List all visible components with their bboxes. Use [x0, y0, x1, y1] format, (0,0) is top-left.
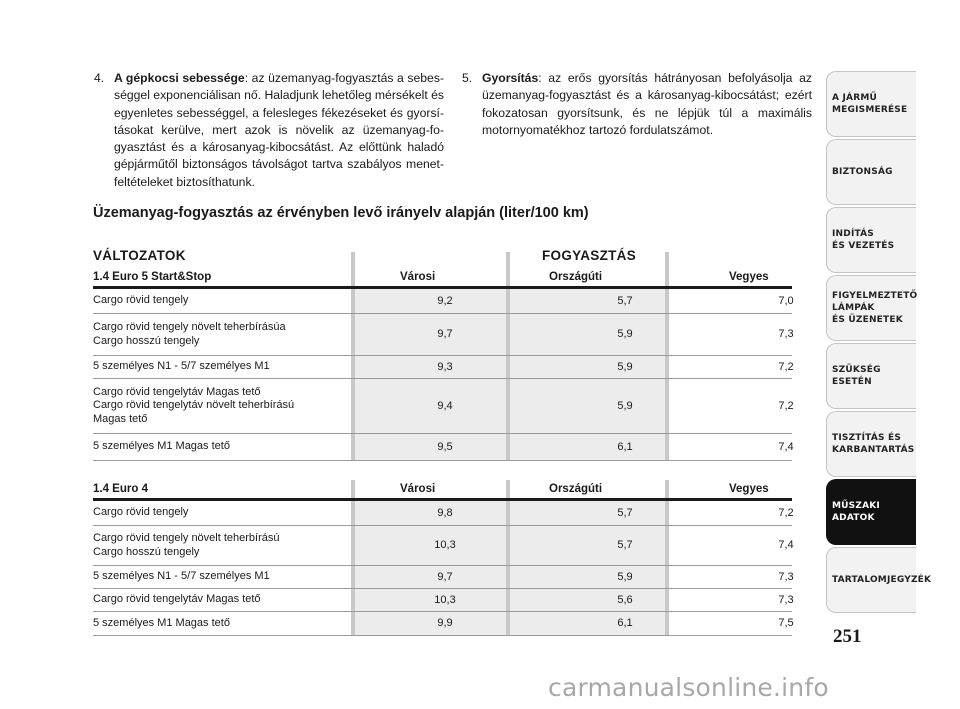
chapter-tab-label: TISZTÍTÁS ÉS: [832, 433, 902, 443]
variant-name: [93, 440, 230, 454]
paragraph-speed: [94, 70, 444, 191]
variant-name-line: Cargo rövid tengely növelt teherbírásúa: [93, 321, 286, 333]
consumption-value: 5,9: [617, 328, 633, 340]
table-row: [93, 379, 792, 434]
variant-name: [93, 321, 286, 348]
consumption-header: FOGYASZTÁS: [542, 248, 637, 263]
chapter-tab-label: ÉS VEZETÉS: [832, 241, 895, 251]
table-row: [93, 314, 792, 356]
chapter-tab-label: TARTALOMJEGYZÉK: [832, 575, 932, 585]
variant-name: [93, 360, 270, 374]
consumption-value: 6,1: [617, 440, 633, 453]
consumption-value: 6,1: [617, 617, 633, 629]
table-row: [93, 526, 792, 566]
consumption-value: 5,9: [617, 360, 633, 373]
chapter-tab[interactable]: [826, 343, 916, 409]
consumption-value: 5,6: [617, 593, 633, 606]
column-header: Vegyes: [729, 483, 769, 495]
paragraph-title: A gépkocsi sebessége: [114, 71, 245, 85]
consumption-value: 5,7: [617, 294, 633, 307]
chapter-tab-label: A JÁRMŰ: [832, 93, 878, 103]
column-header: Országúti: [549, 483, 603, 495]
variant-name-line: 5 személyes N1 - 5/7 személyes M1: [93, 570, 270, 583]
variant-name-line: Cargo hosszú tengely: [93, 545, 200, 558]
column-header: Városi: [400, 271, 436, 283]
consumption-value: 7,3: [778, 593, 794, 606]
variant-name-line: Cargo rövid tengely: [93, 506, 189, 519]
variants-header: VÁLTOZATOK: [93, 248, 186, 263]
paragraph-acceleration: [462, 70, 812, 139]
chapter-tab-label: MEGISMERÉSE: [832, 105, 908, 115]
consumption-value: 5,9: [617, 570, 633, 583]
variant-name-line: Cargo hosszú tengely: [93, 334, 200, 347]
chapter-tab-label: FIGYELMEZTETŐ: [832, 291, 918, 301]
variant-name-line: Cargo rövid tengely növelt teherbírású: [93, 532, 280, 544]
variant-name-line: Cargo rövid tengely: [93, 294, 189, 307]
consumption-value: 9,2: [437, 294, 453, 307]
chapter-tab[interactable]: [826, 411, 916, 477]
section-title: Üzemanyag-fogyasztás az érvényben levő irányelv alapján (liter/100 km): [93, 205, 589, 221]
variant-name: [93, 593, 261, 607]
chapter-tab-label: ADATOK: [832, 513, 875, 523]
consumption-value: 9,7: [437, 570, 453, 583]
variant-name: [93, 570, 270, 584]
table-row: [93, 501, 792, 526]
consumption-value: 10,3: [434, 593, 456, 606]
consumption-value: 9,8: [437, 506, 453, 519]
consumption-value: 7,5: [778, 617, 794, 629]
paragraph-text: : az erős gyorsítás hátrányosan befolyásolja az üzemanyag-fogyasztást és a károsanyag-kibocsátást; ezért fokozatosan gyorsítsunk, és ne lépjük túl a maximális motornyomatékhoz tartozó fordulatszámot.: [482, 71, 812, 137]
chapter-tab[interactable]: [826, 479, 916, 545]
table-header: [93, 480, 792, 501]
consumption-value: 7,4: [778, 440, 794, 453]
chapter-tab[interactable]: [826, 275, 916, 341]
table-row: [93, 434, 792, 461]
consumption-value: 7,0: [778, 294, 794, 307]
table-row: [93, 612, 792, 636]
chapter-tab-label: MŰSZAKI: [832, 501, 880, 511]
variant-name: [93, 532, 280, 559]
column-header: Országúti: [549, 271, 603, 283]
column-header: Vegyes: [729, 271, 769, 283]
consumption-value: 9,5: [437, 440, 453, 453]
table-row: [93, 289, 792, 314]
chapter-tab-label: ÉS ÜZENETEK: [832, 315, 903, 325]
chapter-tab[interactable]: [826, 71, 916, 137]
chapter-tab[interactable]: [826, 139, 916, 205]
consumption-table: [93, 268, 792, 461]
page-number: 251: [833, 626, 862, 647]
consumption-value: 5,7: [617, 506, 633, 519]
consumption-value: 7,2: [778, 506, 794, 519]
chapter-tab-label: KARBANTARTÁS: [832, 445, 915, 455]
consumption-value: 7,3: [778, 570, 794, 583]
table-title: 1.4 Euro 5 Start&Stop: [93, 271, 212, 283]
consumption-value: 7,2: [778, 399, 794, 412]
consumption-value: 7,3: [778, 328, 794, 340]
paragraph-title: Gyorsítás: [482, 71, 539, 85]
variant-name-line: Magas tető: [93, 412, 148, 425]
chapter-tab-label: BIZTONSÁG: [832, 167, 893, 177]
consumption-value: 9,9: [437, 617, 453, 629]
chapter-tab-label: ESETÉN: [832, 377, 872, 387]
paragraph-number: 5.: [462, 71, 473, 85]
variant-name-line: 5 személyes N1 - 5/7 személyes M1: [93, 360, 270, 373]
chapter-tab-label: SZÜKSÉG: [832, 365, 881, 375]
chapter-tab-label: INDÍTÁS: [832, 229, 874, 239]
column-header: Városi: [400, 483, 436, 495]
consumption-value: 7,4: [778, 539, 794, 551]
consumption-value: 9,3: [437, 360, 453, 373]
consumption-value: 9,4: [437, 399, 453, 412]
variant-name-line: 5 személyes M1 Magas tető: [93, 616, 230, 629]
variant-name-line: Cargo rövid tengelytáv növelt teherbírású: [93, 399, 295, 412]
consumption-value: 9,7: [437, 328, 453, 340]
table-row: [93, 356, 792, 379]
variant-name-line: Cargo rövid tengelytáv Magas tető: [93, 385, 261, 398]
table-row: [93, 566, 792, 589]
variant-name: [93, 294, 188, 308]
chapter-tab[interactable]: [826, 547, 932, 613]
consumption-value: 10,3: [434, 539, 456, 551]
consumption-table: [93, 480, 792, 636]
watermark: carmanualsonline.info: [548, 673, 829, 702]
variant-name-line: Cargo rövid tengelytáv Magas tető: [93, 593, 261, 606]
chapter-tab[interactable]: [826, 207, 916, 273]
variant-name: [93, 506, 188, 520]
paragraph-text: : az üzemanyag-fogyasztás a sebességgel exponenciálisan nő. Haladjunk lehetőleg mérsékelt és egyenletes sebességgel, a felesleges fékezéseket és gyorsításokat kerülve, mert azok is növelik az üzemanyag-fogyasztást és a károsanyag-kibocsátást. Az előttünk haladó gépjárműtől biztonságos távolságot tartva szabályos menetfeltételeket biztosíthatunk.: [114, 71, 444, 189]
consumption-value: 5,7: [617, 539, 633, 551]
table-header: [93, 268, 792, 289]
chapter-tab-label: LÁMPÁK: [832, 303, 875, 313]
variant-name: [93, 617, 230, 631]
consumption-value: 7,2: [778, 360, 794, 373]
variant-name-line: 5 személyes M1 Magas tető: [93, 440, 230, 453]
paragraph-number: 4.: [94, 71, 105, 85]
table-row: [93, 589, 792, 612]
consumption-value: 5,9: [617, 399, 633, 412]
table-title: 1.4 Euro 4: [93, 483, 148, 495]
variant-name: [93, 386, 294, 427]
